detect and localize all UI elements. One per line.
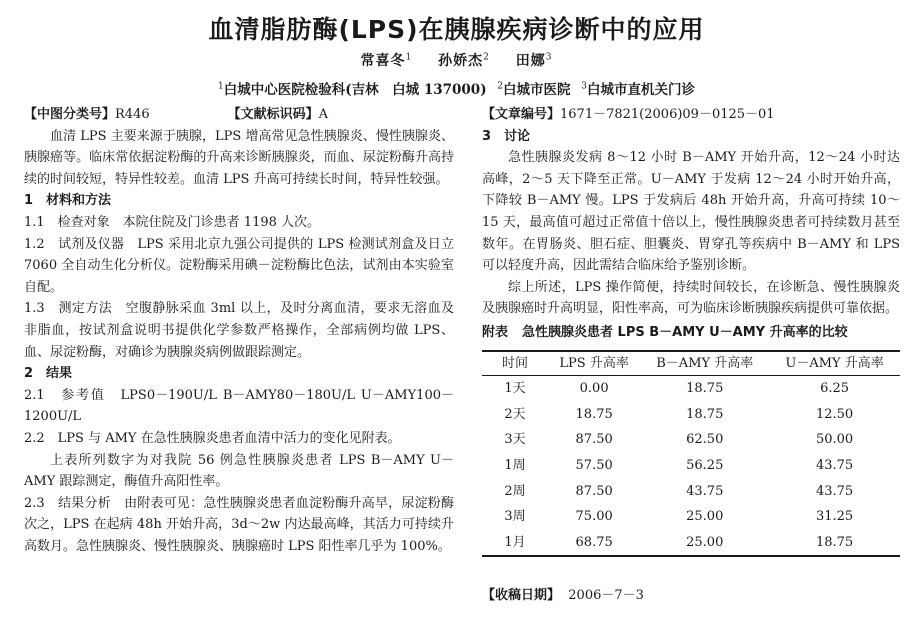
- right-column: [482, 104, 900, 557]
- table-cell: 1月: [504, 534, 526, 550]
- table-row: [482, 427, 900, 453]
- table-cell: 57.50: [575, 457, 613, 473]
- author-list: [0, 50, 913, 70]
- discussion-paragraph-2: 综上所述，LPS 操作简便，持续时间较长，在诊断急、慢性胰腺炎及胰腺癌时升高明显，阳性率高，可为临床诊断胰腺疾病提供可靠依据。: [482, 279, 900, 317]
- table-row: [482, 402, 900, 428]
- section-2-2-body: 上表所列数字为对我院 56 例急性胰腺炎患者 LPS B－AMY U－AMY 跟踪测定，酶值升高阳性率。: [24, 452, 454, 490]
- table-row: [482, 504, 900, 530]
- table-cell: 25.00: [686, 534, 724, 550]
- table-cell: 3周: [504, 509, 526, 525]
- section-heading-1: 1 材料和方法: [24, 193, 112, 209]
- table-row: [482, 453, 900, 479]
- table-row: [482, 530, 900, 557]
- left-column: [24, 104, 454, 557]
- table-cell: 43.75: [815, 483, 854, 499]
- table-cell: 18.75: [686, 406, 724, 422]
- author: 田娜$^3$: [515, 52, 553, 69]
- section-1-1: 1.1 检查对象 本院住院及门诊患者 1198 人次。: [24, 214, 321, 230]
- section-2-3: 2.3 结果分析 由附表可见：急性胰腺炎患者血淀粉酶升高早，尿淀粉酶次之，LPS 在起病 48h 开始升高，3d～2w 内达最高峰，其活力可持续升高数月。急性胰腺炎、慢性胰腺炎、胰腺癌时 LPS 阳性率几乎为 100%。: [24, 495, 454, 554]
- affiliation: $^1$白城中心医院检验科(吉林 白城 137000): [218, 81, 487, 98]
- section-2-1: 2.1 参考值 LPS0－190U/L B－AMY80－180U/L U－AMY100－1200U/L: [24, 387, 454, 425]
- received-date: 【收稿日期】 2006－7－3: [482, 588, 644, 603]
- table-cell: 2天: [504, 406, 526, 422]
- affiliation: $^2$白城市医院: [497, 81, 571, 98]
- table-cell: 62.50: [686, 432, 724, 448]
- classification-line: 【中图分类号】R446 【文献标识码】A: [24, 107, 329, 122]
- table-cell: 1周: [504, 457, 526, 473]
- table-cell: 3天: [504, 432, 526, 448]
- results-table: [482, 350, 900, 558]
- table-cell: 68.75: [575, 534, 613, 550]
- table-cell: 56.25: [686, 457, 724, 473]
- table-cell: 18.75: [575, 406, 613, 422]
- table-cell: 87.50: [575, 432, 613, 448]
- table-header-cell: U－AMY 升高率: [785, 355, 884, 371]
- affiliations: [0, 78, 913, 98]
- table-cell: 31.25: [815, 509, 854, 525]
- table-cell: 75.00: [575, 509, 613, 525]
- affiliation: $^3$白城市直机关门诊: [581, 81, 695, 98]
- table-cell: 43.75: [686, 483, 724, 499]
- article-number-line: 【文章编号】1671－7821(2006)09－0125－01: [482, 107, 775, 122]
- table-cell: 43.75: [815, 457, 854, 473]
- section-2-2: 2.2 LPS 与 AMY 在急性胰腺炎患者血清中活力的变化见附表。: [24, 430, 401, 446]
- table-row: [482, 479, 900, 505]
- author: 常喜冬$^1$: [360, 52, 413, 69]
- table-cell: 87.50: [575, 483, 613, 499]
- section-1-2: 1.2 试剂及仪器 LPS 采用北京九强公司提供的 LPS 检测试剂盒及日立 7060 全自动生化分析仪。淀粉酶采用碘－淀粉酶比色法，试剂由本实验室自配。: [24, 236, 454, 295]
- paper-title: 血清脂肪酶(LPS)在胰腺疾病诊断中的应用: [208, 15, 705, 44]
- section-1-3: 1.3 测定方法 空腹静脉采血 3ml 以上，及时分离血清，要求无溶血及非脂血，按试剂盒说明书提供化学参数严格操作，全部病例均做 LPS、血、尿淀粉酶，对确诊为胰腺炎病例做跟踪测定。: [24, 301, 454, 360]
- table-cell: 18.75: [686, 381, 724, 397]
- table-header-cell: 时间: [501, 355, 528, 371]
- table-header-row: [482, 351, 900, 376]
- table-header-cell: LPS 升高率: [559, 355, 629, 371]
- table-caption: 附表 急性胰腺炎患者 LPS B－AMY U－AMY 升高率的比较: [482, 324, 848, 340]
- author: 孙娇杰$^2$: [438, 52, 490, 69]
- discussion-paragraph-1: 急性胰腺炎发病 8～12 小时 B－AMY 开始升高，12～24 小时达高峰，2～5 天下降至正常。U－AMY 于发病 12～24 小时开始升高，下降较 B－AMY 慢。LPS 于发病后 48h 开始升高，升高可持续 10～15 天，最高值可超过正常值十倍以上，慢性胰腺炎患者可持续数月甚至数年。在胃肠炎、胆石症、胆囊炎、胃穿孔等疾病中 B－AMY 和 LPS 可以轻度升高，因此需结合临床给予鉴别诊断。: [482, 150, 900, 274]
- table-cell: 6.25: [820, 381, 850, 397]
- table-row: [482, 376, 900, 402]
- table-cell: 0.00: [579, 381, 609, 397]
- table-cell: 12.50: [815, 406, 854, 422]
- table-cell: 2周: [504, 483, 526, 499]
- section-heading-2: 2 结果: [24, 366, 73, 382]
- table-cell: 1天: [504, 381, 526, 397]
- table-header-cell: B－AMY 升高率: [656, 355, 754, 371]
- table-cell: 50.00: [815, 432, 854, 448]
- intro-paragraph: 血清 LPS 主要来源于胰腺，LPS 增高常见急性胰腺炎、慢性胰腺炎、胰腺癌等。临床常依据淀粉酶的升高来诊断胰腺炎，而血、尿淀粉酶升高持续的时间较短，特异性较差。血清 LPS 升高可持续长时间，特异性较强。: [24, 128, 454, 187]
- section-heading-3: 3 讨论: [482, 128, 531, 144]
- table-cell: 18.75: [815, 534, 854, 550]
- table-cell: 25.00: [686, 509, 724, 525]
